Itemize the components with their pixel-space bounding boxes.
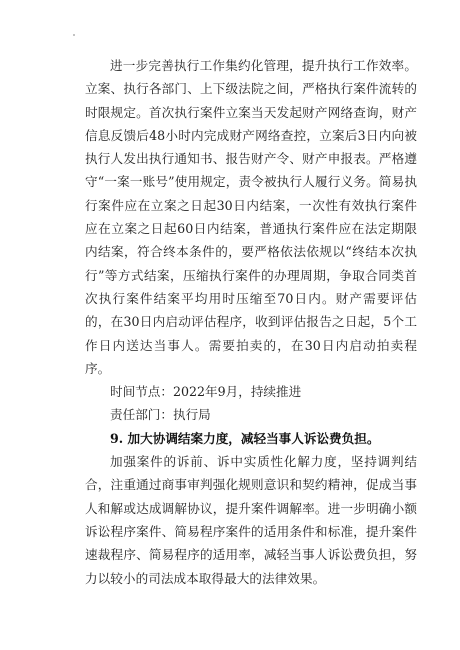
responsible-department-line: 责任部门：执行局 — [110, 407, 211, 423]
execution-efficiency-paragraph: 进一步完善执行工作集约化管理，提升执行工作效率。立案、执行各部门、上下级法院之间，严格执行案件流转的时限规定。首次执行案件立案当天发起财产网络查询，财产信息反馈后48小时内完成财产网络查控，立案后3日内向被执行人发出执行通知书、报告财产令、财产申报表。严格遵守“一案一账号”使用规定，责令被执行人履行义务。简易执行案件应在立案之日起30日内结案，一次性有效执行案件应在立案之日起60日内结案，普通执行案件应在法定期限内结案，符合终本条件的，要严格依法依规以“终结本次执行”等方式结案，压缩执行案件的办理周期，争取合同类首次执行案件结案平均用时压缩至70日内。财产需要评估的，在30日内启动评估程序，收到评估报告之日起，5个工作日内送达当事人。需要拍卖的，在30日内启动拍卖程序。 — [85, 58, 417, 376]
mediation-paragraph: 加强案件的诉前、诉中实质性化解力度，坚持调判结合，注重通过商事审判强化规则意识和契约精神，促成当事人和解或达成调解协议，提升案件调解率。进一步明确小额诉讼程序案件、简易程序案件的适用条件和标准，提升案件速裁程序、简易程序的适用率，减轻当事人诉讼费负担，努力以较小的司法成本取得最大的法律效果。 — [85, 454, 417, 586]
section-heading-9: 9. 加大协调结案力度，减轻当事人诉讼费负担。 — [110, 430, 380, 446]
document-body — [85, 54, 417, 590]
time-node-line: 时间节点：2022年9月，持续推进 — [110, 384, 302, 400]
page-corner-mark — [73, 34, 75, 36]
